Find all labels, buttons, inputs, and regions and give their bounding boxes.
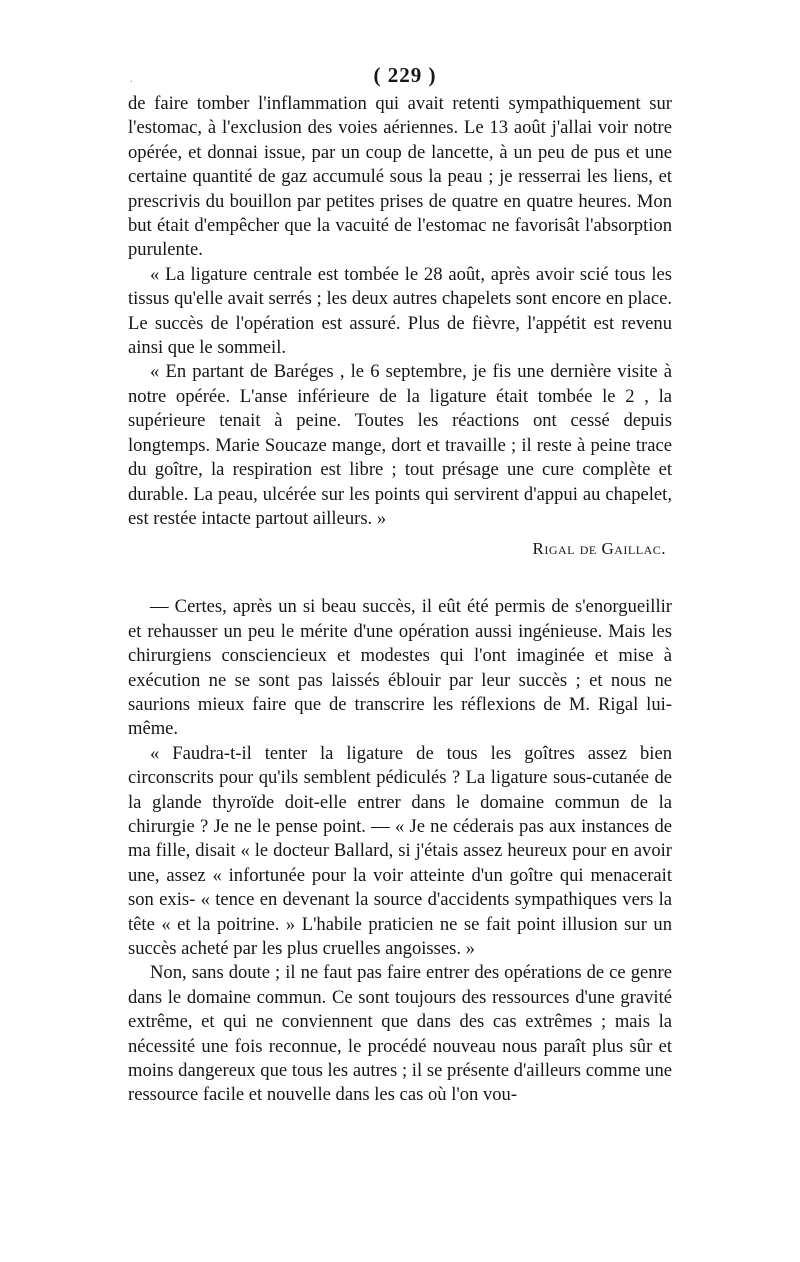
page-number: ( 229 ) (373, 63, 437, 87)
paragraph-quote-reflexions: « Faudra-t-il tenter la ligature de tous les goîtres assez bien circonscrits pour qu'ils semblent pédiculés ? La ligature sous-cutanée de la glande thyroïde doit-elle entrer dans le domaine commun de la chirurgie ? Je ne le pense point. — « Je ne céderais pas aux instances de ma fille, disait « le docteur Ballard, si j'étais assez heureux pour en avoir une, assez « infortunée pour la voir atteinte d'un goître qui menacerait son exis- « tence en devenant la source d'accidents sympathiques vers la tête « et la poitrine. » L'habile praticien ne se fait point illusion sur un succès acheté par les plus cruelles angoisses. » (128, 742, 672, 959)
stray-mark: . (130, 74, 133, 85)
section-gap (128, 561, 672, 595)
paragraph-non-sans-doute: Non, sans doute ; il ne faut pas faire entrer des opérations de ce genre dans le domaine commun. Ce sont toujours des ressources d'une gravité extrême, et qui ne conviennent que dans des cas extrêmes ; mais la nécessité une fois reconnue, le procédé nouveau nous paraît plus sûr et moins dangereux que tous les autres ; il se présente d'ailleurs comme une ressource facile et nouvelle dans les cas où l'on vou- (128, 962, 672, 1106)
paragraph-ligature: « La ligature centrale est tombée le 28 août, après avoir scié tous les tissus qu'elle avait serrés ; les deux autres chapelets sont encore en place. Le succès de l'opération est assuré. Plus de fièvre, l'appétit est revenu ainsi que le sommeil. (128, 263, 672, 359)
paragraph-continuation: de faire tomber l'inflammation qui avait retenti sympathiquement sur l'estomac, à l'exclusion des voies aériennes. Le 13 août j'allai voir notre opérée, et donnai issue, par un coup de lancette, à un peu de pus et une certaine quantité de gaz accumulé sous la peau ; je resserrai les liens, et prescrivis du bouillon par petites prises de quatre en quatre heures. Mon but était d'empêcher que la vacuité de l'estomac ne favorisât l'absorption purulente. (128, 93, 672, 261)
author-signature: Rigal de Gaillac. (532, 539, 666, 559)
document-page (128, 62, 672, 1108)
paragraph-certes: — Certes, après un si beau succès, il eût été permis de s'enorgueillir et rehausser un peu le mérite d'une opération aussi ingénieuse. Mais les chirurgiens consciencieux et modestes qui l'ont imaginée et mise à exécution ne se sont pas laissés éblouir par leur succès ; et nous ne saurions mieux faire que de transcrire les réflexions de M. Rigal lui-même. (128, 596, 672, 740)
paragraph-bareges: « En partant de Baréges , le 6 septembre, je fis une dernière visite à notre opérée. L'anse inférieure de la ligature était tombée le 2 , la supérieure tenait à peine. Toutes les réactions ont cessé depuis longtemps. Marie Soucaze mange, dort et travaille ; il reste à peine trace du goître, la respiration est libre ; tout présage une cure complète et durable. La peau, ulcérée sur les points qui servirent d'appui au chapelet, est restée intacte partout ailleurs. » (128, 361, 672, 529)
